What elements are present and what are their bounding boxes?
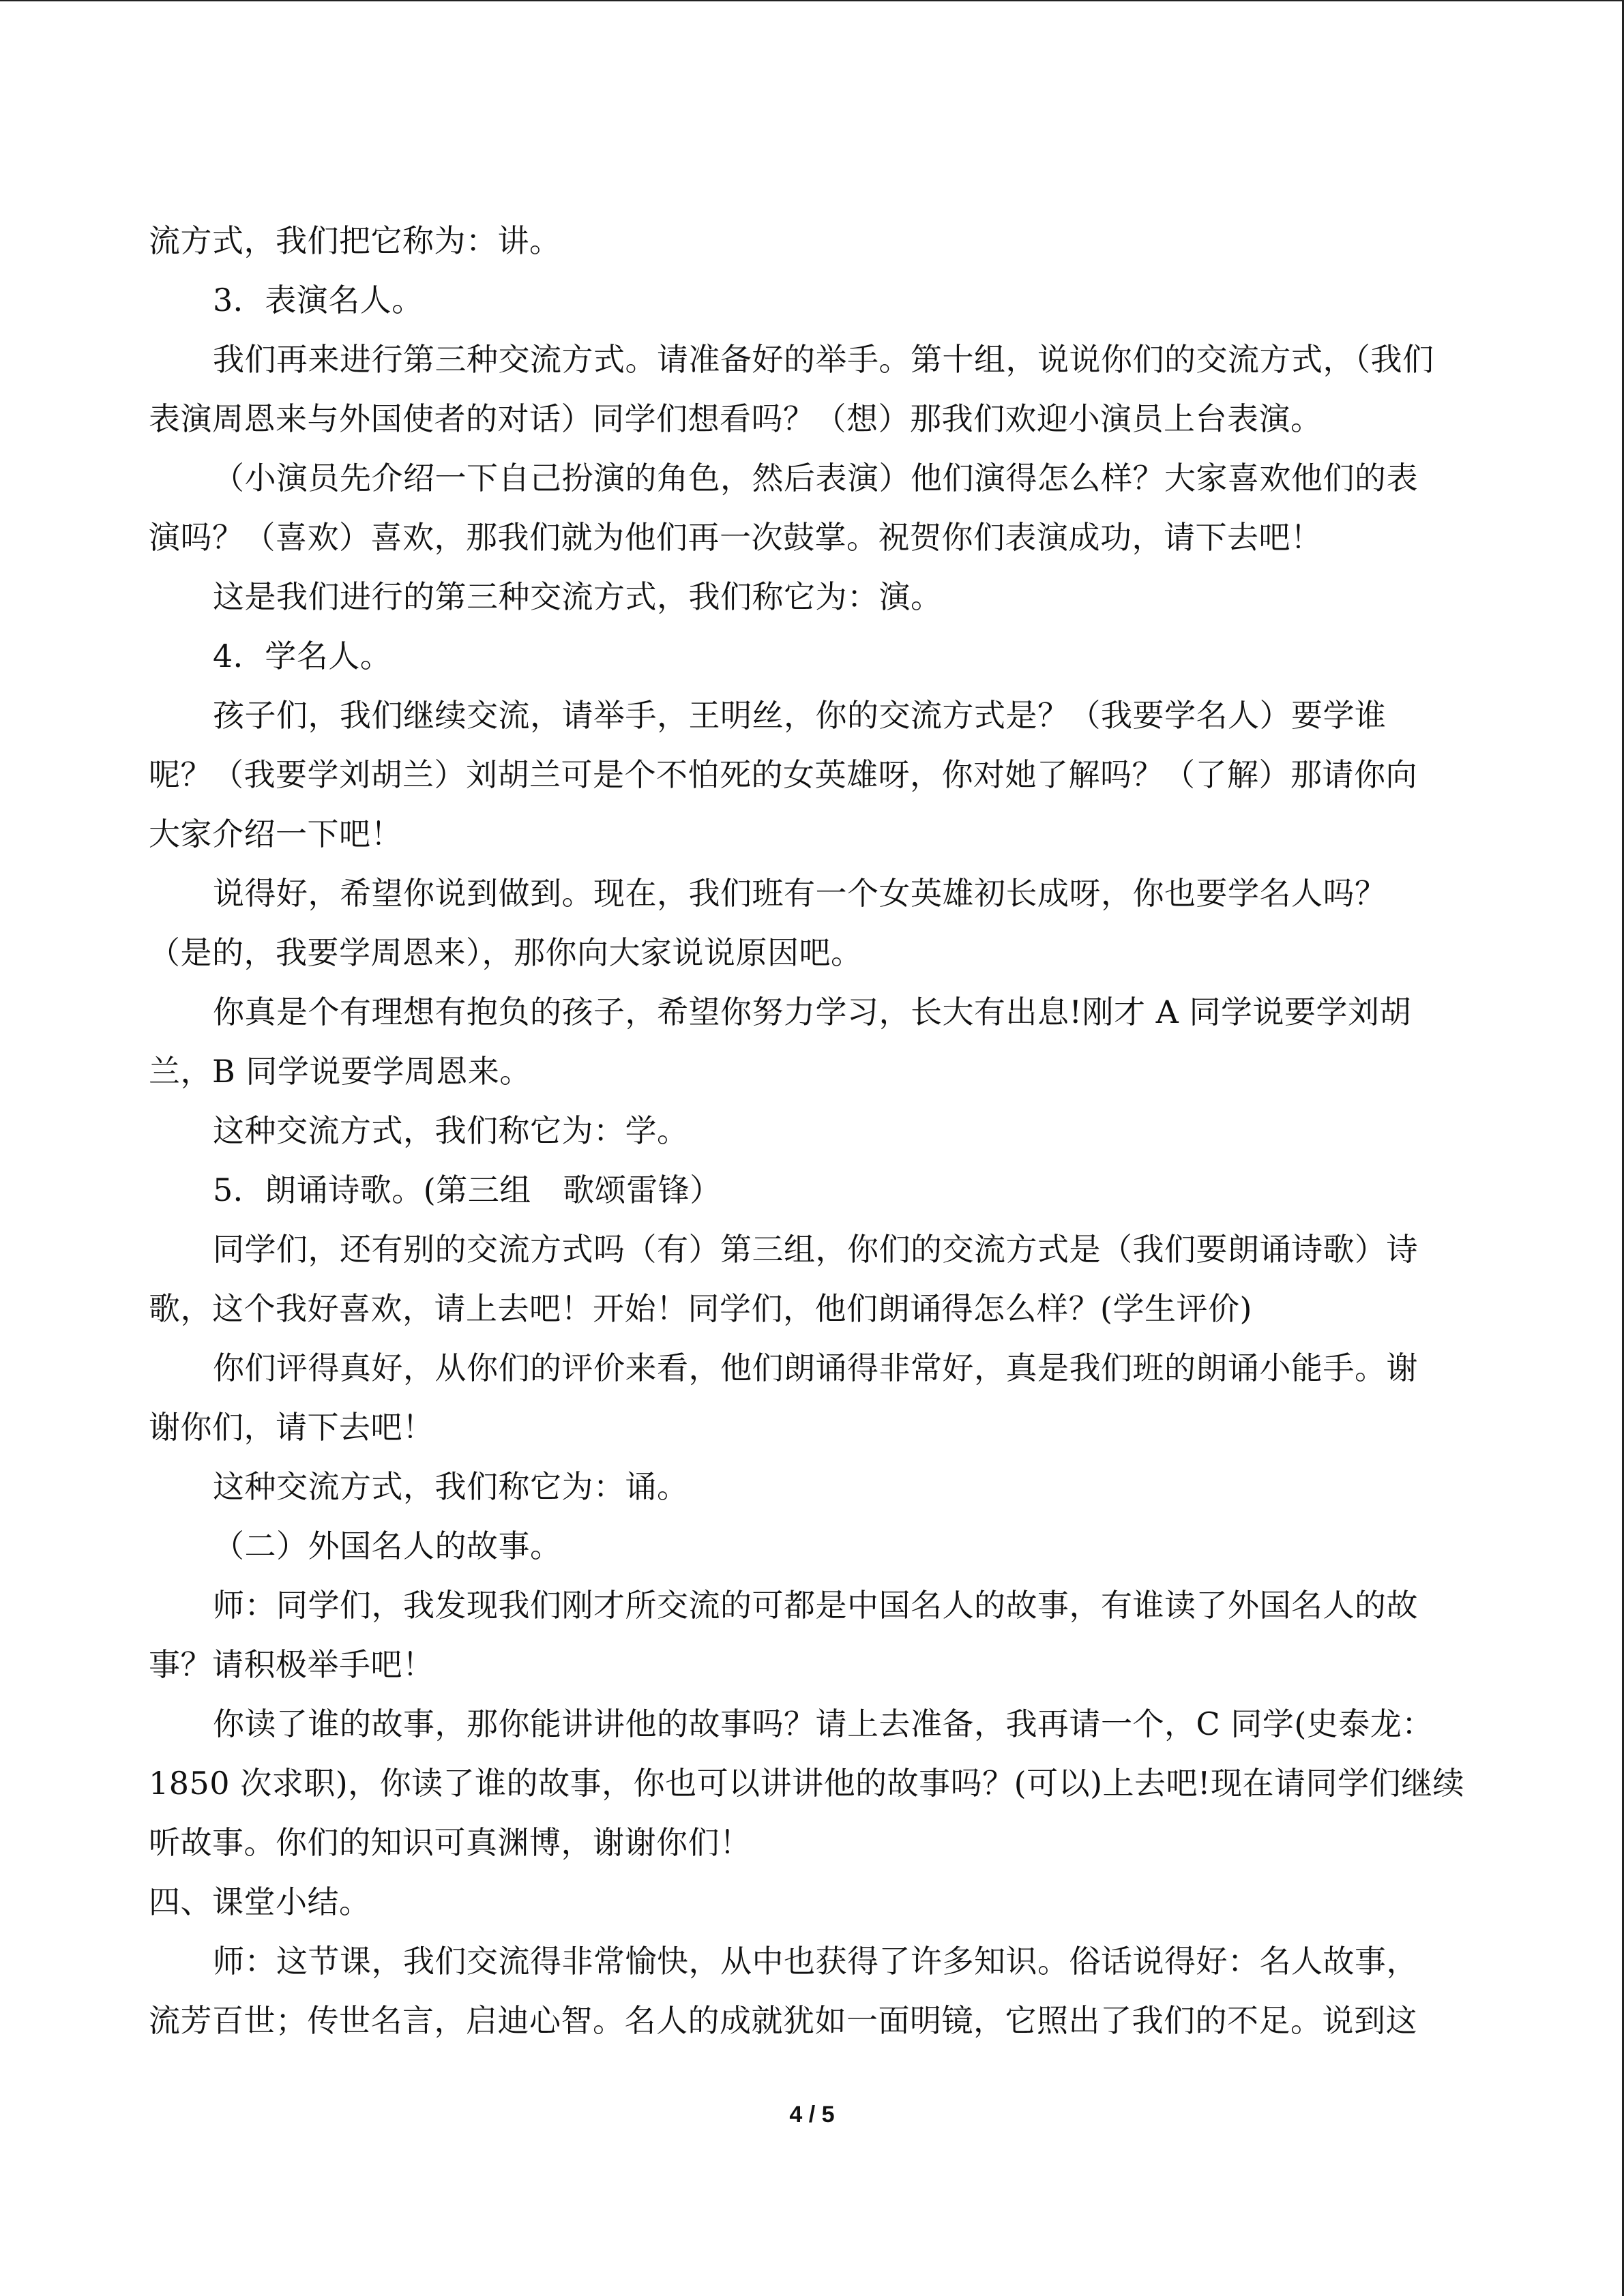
text-line: （是的，我要学周恩来），那你向大家说说原因吧。 bbox=[149, 934, 863, 971]
section-heading: 5．朗诵诗歌。(第三组 歌颂雷锋） bbox=[213, 1172, 722, 1208]
section-heading: 3．表演名人。 bbox=[213, 282, 424, 318]
document-body bbox=[149, 211, 1482, 2051]
text-line: 这种交流方式，我们称它为：诵。 bbox=[213, 1468, 689, 1505]
text-line: 师：同学们，我发现我们刚才所交流的可都是中国名人的故事，有谁读了外国名人的故 bbox=[213, 1587, 1418, 1624]
text-line: 你们评得真好，从你们的评价来看，他们朗诵得非常好，真是我们班的朗诵小能手。谢 bbox=[213, 1350, 1418, 1386]
text-line: 谢你们，请下去吧！ bbox=[149, 1409, 434, 1446]
text-line: 呢？（我要学刘胡兰）刘胡兰可是个不怕死的女英雄呀，你对她了解吗？（了解）那请你向 bbox=[149, 756, 1417, 793]
text-line: 同学们，还有别的交流方式吗（有）第三组，你们的交流方式是（我们要朗诵诗歌）诗 bbox=[213, 1231, 1418, 1268]
text-line: 流方式，我们把它称为：讲。 bbox=[149, 222, 561, 259]
text-line: 大家介绍一下吧！ bbox=[149, 816, 402, 852]
text-line: 事？请积极举手吧！ bbox=[149, 1646, 434, 1683]
text-line: 我们再来进行第三种交流方式。请准备好的举手。第十组，说说你们的交流方式，（我们 bbox=[213, 341, 1434, 378]
text-line: 孩子们，我们继续交流，请举手，王明丝，你的交流方式是？（我要学名人）要学谁 bbox=[213, 697, 1387, 734]
text-line: 表演周恩来与外国使者的对话）同学们想看吗？（想）那我们欢迎小演员上台表演。 bbox=[149, 400, 1323, 437]
text-line: 演吗？（喜欢）喜欢，那我们就为他们再一次鼓掌。祝贺你们表演成功，请下去吧！ bbox=[149, 519, 1323, 556]
text-line: 你真是个有理想有抱负的孩子，希望你努力学习，长大有出息!刚才 A 同学说要学刘胡 bbox=[213, 994, 1411, 1030]
section-heading: 4．学名人。 bbox=[213, 638, 392, 674]
text-line: 这种交流方式，我们称它为：学。 bbox=[213, 1112, 689, 1149]
text-line: 兰，B 同学说要学周恩来。 bbox=[149, 1053, 531, 1090]
page-number: 4 / 5 bbox=[789, 2102, 835, 2128]
text-line: 听故事。你们的知识可真渊博，谢谢你们！ bbox=[149, 1824, 752, 1861]
text-line: 歌，这个我好喜欢，请上去吧！开始！同学们，他们朗诵得怎么样？(学生评价) bbox=[149, 1290, 1252, 1327]
text-line: 师：这节课，我们交流得非常愉快，从中也获得了许多知识。俗话说得好：名人故事， bbox=[213, 1943, 1418, 1980]
section-heading: 四、课堂小结。 bbox=[149, 1883, 371, 1920]
section-heading: （二）外国名人的故事。 bbox=[213, 1527, 562, 1564]
text-line: 流芳百世；传世名言，启迪心智。名人的成就犹如一面明镜，它照出了我们的不足。说到这 bbox=[149, 2002, 1417, 2039]
text-line: （小演员先介绍一下自己扮演的角色，然后表演）他们演得怎么样？大家喜欢他们的表 bbox=[213, 460, 1418, 496]
text-line: 1850 次求职)，你读了谁的故事，你也可以讲讲他的故事吗？(可以)上去吧!现在请同学们继续 bbox=[149, 1765, 1465, 1802]
text-line: 你读了谁的故事，那你能讲讲他的故事吗？请上去准备，我再请一个，C 同学(史泰龙： bbox=[213, 1705, 1434, 1742]
text-line: 说得好，希望你说到做到。现在，我们班有一个女英雄初长成呀，你也要学名人吗？ bbox=[213, 875, 1387, 912]
text-line: 这是我们进行的第三种交流方式，我们称它为：演。 bbox=[213, 578, 943, 615]
top-border bbox=[0, 0, 1624, 1]
